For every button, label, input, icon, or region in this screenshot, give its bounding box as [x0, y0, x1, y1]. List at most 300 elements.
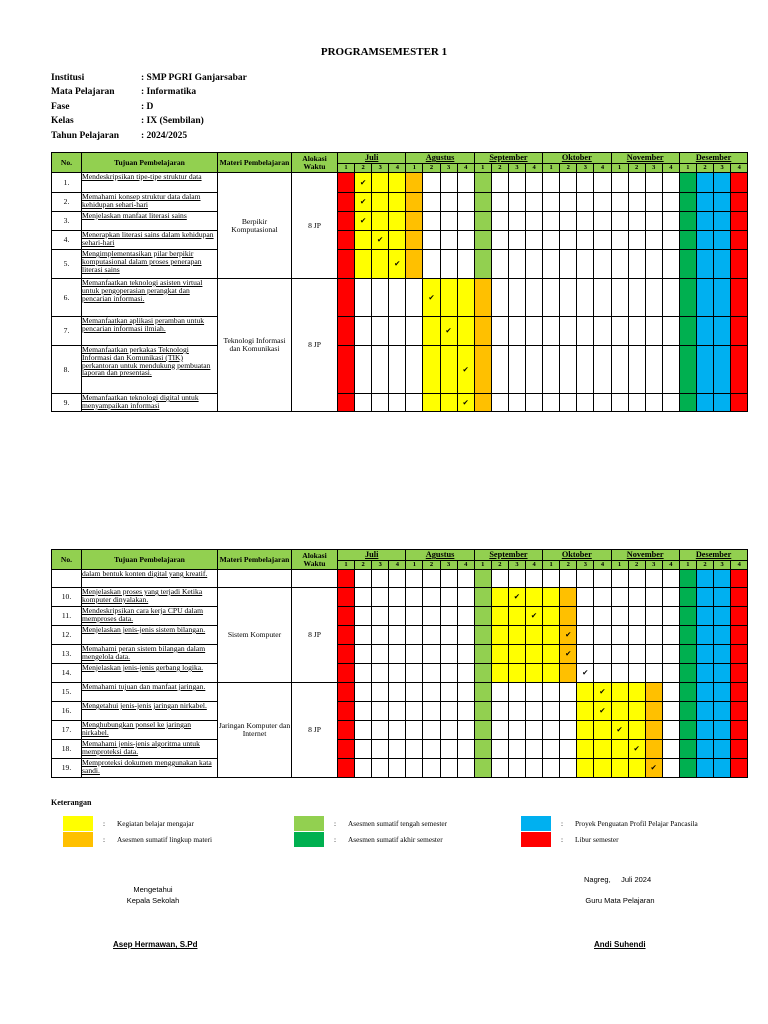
- week-cell: [560, 193, 577, 212]
- alokasi-cell: 8 JP: [292, 173, 338, 279]
- week-cell: [406, 317, 423, 346]
- left-signature-line1: Mengetahui: [133, 885, 173, 894]
- week-cell: [389, 231, 406, 250]
- check-icon: ✔: [462, 397, 469, 407]
- week-cell: [423, 279, 440, 317]
- week-cell: [611, 570, 628, 588]
- week-cell: [526, 740, 543, 759]
- week-cell: [389, 279, 406, 317]
- week-cell: [628, 607, 645, 626]
- week-cell: [594, 346, 611, 394]
- week-cell: [491, 645, 508, 664]
- week-cell: [508, 212, 525, 231]
- week-cell: [594, 317, 611, 346]
- learning-goal: Memanfaatkan teknologi digital untuk menyampaikan informasi: [82, 394, 218, 412]
- week-cell: [338, 250, 355, 279]
- header-week: 2: [628, 561, 645, 570]
- week-cell: [662, 394, 679, 412]
- week-cell: [474, 588, 491, 607]
- week-cell: [731, 193, 748, 212]
- week-cell: [491, 570, 508, 588]
- week-cell: [611, 212, 628, 231]
- week-cell: [714, 721, 731, 740]
- week-cell: [696, 721, 713, 740]
- week-cell: [508, 250, 525, 279]
- week-cell: [355, 346, 372, 394]
- row-number: 6.: [52, 279, 82, 317]
- week-cell: [406, 570, 423, 588]
- week-cell: [611, 588, 628, 607]
- week-cell: [406, 683, 423, 702]
- week-cell: [372, 588, 389, 607]
- week-cell: [423, 702, 440, 721]
- week-cell: [389, 570, 406, 588]
- header-week: 1: [406, 561, 423, 570]
- week-cell: [474, 759, 491, 778]
- check-icon: ✔: [394, 259, 401, 269]
- week-cell: [406, 740, 423, 759]
- week-cell: [594, 607, 611, 626]
- week-cell: [338, 193, 355, 212]
- table-row: [52, 173, 748, 193]
- learning-goal: Memahami konsep struktur data dalam kehidupan sehari-hari: [82, 193, 218, 212]
- week-cell: [543, 664, 560, 683]
- header-week: 1: [679, 164, 696, 173]
- week-cell: [338, 626, 355, 645]
- week-cell: [645, 626, 662, 645]
- week-cell: [491, 173, 508, 193]
- week-cell: [543, 231, 560, 250]
- week-cell: [577, 570, 594, 588]
- header-month: November: [611, 550, 679, 561]
- learning-goal: Memanfaatkan teknologi asisten virtual untuk pengoperasian perangkat dan pencarian informasi.: [82, 279, 218, 317]
- legend-swatch: [63, 832, 93, 847]
- week-cell: [440, 588, 457, 607]
- week-cell: [406, 721, 423, 740]
- week-cell: [611, 346, 628, 394]
- week-cell: [372, 626, 389, 645]
- info-label: Mata Pelajaran: [51, 87, 115, 98]
- week-cell: [679, 740, 696, 759]
- header-week: 2: [696, 561, 713, 570]
- alokasi-cell: 8 JP: [292, 683, 338, 778]
- week-cell: [696, 588, 713, 607]
- legend-label: Asesmen sumatif tengah semester: [348, 819, 448, 828]
- week-cell: [662, 759, 679, 778]
- week-cell: [731, 626, 748, 645]
- header-week: 2: [355, 561, 372, 570]
- info-value: : Informatika: [141, 87, 197, 98]
- header-week: 1: [474, 164, 491, 173]
- week-cell: [594, 173, 611, 193]
- week-cell: [372, 570, 389, 588]
- week-cell: [389, 193, 406, 212]
- week-cell: [662, 683, 679, 702]
- week-cell: [560, 212, 577, 231]
- info-value: : SMP PGRI Ganjarsabar: [141, 73, 247, 83]
- week-cell: [731, 231, 748, 250]
- header-week: 1: [543, 561, 560, 570]
- week-cell: [611, 664, 628, 683]
- check-icon: ✔: [616, 725, 623, 735]
- week-cell: [474, 231, 491, 250]
- header-week: 2: [560, 561, 577, 570]
- week-cell: [577, 721, 594, 740]
- week-cell: [508, 173, 525, 193]
- week-cell: [355, 702, 372, 721]
- learning-goal: dalam bentuk konten digital yang kreatif.: [82, 570, 218, 588]
- week-cell: [406, 173, 423, 193]
- week-cell: [543, 570, 560, 588]
- week-cell: [389, 394, 406, 412]
- week-cell: [594, 626, 611, 645]
- week-cell: [714, 588, 731, 607]
- week-cell: [508, 607, 525, 626]
- week-cell: [628, 721, 645, 740]
- week-cell: [474, 394, 491, 412]
- week-cell: [696, 607, 713, 626]
- table-row: [52, 759, 748, 778]
- header-week: 4: [457, 164, 474, 173]
- check-icon: ✔: [599, 687, 606, 697]
- materi-cell: Berpikir Komputasional: [218, 173, 292, 279]
- legend-item: : Asesmen sumatif lingkup materi: [63, 832, 212, 847]
- row-number: 12.: [52, 626, 82, 645]
- week-cell: [423, 740, 440, 759]
- week-cell: [406, 702, 423, 721]
- week-cell: [423, 759, 440, 778]
- week-cell: [491, 279, 508, 317]
- week-cell: [577, 759, 594, 778]
- info-label: Institusi: [51, 73, 85, 83]
- week-cell: [696, 702, 713, 721]
- week-cell: [457, 570, 474, 588]
- header-month: Juli: [338, 153, 406, 164]
- week-cell: [440, 759, 457, 778]
- week-cell: [457, 346, 474, 394]
- week-cell: [662, 645, 679, 664]
- header-materi: Materi Pembelajaran: [218, 153, 292, 173]
- week-cell: [696, 193, 713, 212]
- week-cell: [491, 250, 508, 279]
- week-cell: [577, 702, 594, 721]
- week-cell: [474, 173, 491, 193]
- week-cell: [526, 645, 543, 664]
- table-row: [52, 740, 748, 759]
- week-cell: [679, 721, 696, 740]
- week-cell: [423, 626, 440, 645]
- week-cell: [355, 721, 372, 740]
- week-cell: [423, 250, 440, 279]
- week-cell: [594, 702, 611, 721]
- week-cell: [355, 683, 372, 702]
- week-cell: [611, 607, 628, 626]
- week-cell: [526, 664, 543, 683]
- table-row: [52, 250, 748, 279]
- week-cell: [577, 683, 594, 702]
- week-cell: [543, 317, 560, 346]
- header-week: 4: [662, 561, 679, 570]
- header-week: 3: [440, 164, 457, 173]
- week-cell: [714, 740, 731, 759]
- check-icon: ✔: [565, 630, 572, 640]
- week-cell: [662, 588, 679, 607]
- week-cell: [491, 346, 508, 394]
- alokasi-cell: 8 JP: [292, 279, 338, 412]
- info-label: Tahun Pelajaran: [51, 130, 120, 141]
- week-cell: [560, 346, 577, 394]
- week-cell: [389, 702, 406, 721]
- week-cell: [714, 193, 731, 212]
- week-cell: [526, 212, 543, 231]
- week-cell: [355, 759, 372, 778]
- week-cell: [457, 394, 474, 412]
- header-week: 2: [491, 561, 508, 570]
- week-cell: [543, 279, 560, 317]
- week-cell: [423, 394, 440, 412]
- week-cell: [508, 193, 525, 212]
- week-cell: [560, 394, 577, 412]
- week-cell: [338, 279, 355, 317]
- week-cell: [440, 231, 457, 250]
- week-cell: [594, 279, 611, 317]
- info-value: : D: [141, 101, 154, 112]
- week-cell: [714, 664, 731, 683]
- week-cell: [440, 346, 457, 394]
- info-label: Fase: [51, 101, 70, 112]
- week-cell: [526, 570, 543, 588]
- week-cell: [662, 231, 679, 250]
- week-cell: [372, 231, 389, 250]
- week-cell: [491, 683, 508, 702]
- week-cell: [338, 173, 355, 193]
- week-cell: [338, 394, 355, 412]
- week-cell: [628, 759, 645, 778]
- header-week: 1: [338, 561, 355, 570]
- week-cell: [508, 394, 525, 412]
- week-cell: [560, 317, 577, 346]
- legend-label: Asesmen sumatif akhir semester: [348, 835, 443, 844]
- week-cell: [628, 231, 645, 250]
- week-cell: [457, 212, 474, 231]
- week-cell: [696, 317, 713, 346]
- learning-goal: Menjelaskan jenis-jenis sistem bilangan.: [82, 626, 218, 645]
- week-cell: [696, 394, 713, 412]
- legend-label: Kegiatan belajar mengajar: [117, 819, 194, 828]
- week-cell: [628, 317, 645, 346]
- week-cell: [440, 193, 457, 212]
- week-cell: [508, 570, 525, 588]
- check-icon: ✔: [359, 177, 367, 187]
- week-cell: [526, 588, 543, 607]
- week-cell: [679, 173, 696, 193]
- week-cell: [406, 588, 423, 607]
- header-week: 2: [355, 164, 372, 173]
- week-cell: [457, 231, 474, 250]
- week-cell: [338, 231, 355, 250]
- week-cell: [423, 683, 440, 702]
- materi-cell: [218, 570, 292, 588]
- legend-item: : Asesmen sumatif tengah semester: [294, 816, 447, 831]
- week-cell: [474, 193, 491, 212]
- week-cell: [645, 740, 662, 759]
- header-materi: Materi Pembelajaran: [218, 550, 292, 570]
- week-cell: [628, 664, 645, 683]
- week-cell: [560, 231, 577, 250]
- week-cell: [577, 212, 594, 231]
- week-cell: [645, 317, 662, 346]
- week-cell: [594, 231, 611, 250]
- week-cell: [355, 173, 372, 193]
- row-number: 3.: [52, 212, 82, 231]
- week-cell: [508, 683, 525, 702]
- week-cell: [491, 212, 508, 231]
- week-cell: [696, 346, 713, 394]
- week-cell: [355, 607, 372, 626]
- week-cell: [628, 173, 645, 193]
- week-cell: [714, 250, 731, 279]
- week-cell: [406, 759, 423, 778]
- week-cell: [389, 740, 406, 759]
- week-cell: [628, 740, 645, 759]
- week-cell: [338, 588, 355, 607]
- learning-goal: Menjelaskan manfaat literasi sains: [82, 212, 218, 231]
- week-cell: [474, 664, 491, 683]
- learning-goal: Menghubungkan ponsel ke jaringan nirkabel.: [82, 721, 218, 740]
- header-week: 3: [577, 164, 594, 173]
- header-month: September: [474, 550, 542, 561]
- week-cell: [526, 721, 543, 740]
- week-cell: [577, 607, 594, 626]
- header-month: Agustus: [406, 550, 474, 561]
- week-cell: [406, 279, 423, 317]
- week-cell: [355, 231, 372, 250]
- week-cell: [508, 759, 525, 778]
- week-cell: [389, 645, 406, 664]
- week-cell: [406, 607, 423, 626]
- week-cell: [696, 279, 713, 317]
- week-cell: [731, 607, 748, 626]
- week-cell: [543, 588, 560, 607]
- week-cell: [714, 231, 731, 250]
- learning-goal: Menerapkan literasi sains dalam kehidupan sehari-hari: [82, 231, 218, 250]
- week-cell: [355, 279, 372, 317]
- week-cell: [474, 702, 491, 721]
- week-cell: [543, 759, 560, 778]
- week-cell: [611, 250, 628, 279]
- week-cell: [679, 683, 696, 702]
- legend-item: : Proyek Penguatan Profil Pelajar Pancasila: [521, 816, 698, 831]
- week-cell: [457, 193, 474, 212]
- table-row: [52, 394, 748, 412]
- week-cell: [338, 346, 355, 394]
- week-cell: [594, 664, 611, 683]
- table-row: [52, 212, 748, 231]
- week-cell: [491, 588, 508, 607]
- materi-cell: Teknologi Informasi dan Komunikasi: [218, 279, 292, 412]
- week-cell: [355, 250, 372, 279]
- week-cell: [560, 683, 577, 702]
- table-row: [52, 702, 748, 721]
- week-cell: [662, 173, 679, 193]
- left-signature-line2: Kepala Sekolah: [126, 896, 180, 905]
- legend-item: : Kegiatan belajar mengajar: [63, 816, 194, 831]
- week-cell: [491, 740, 508, 759]
- week-cell: [543, 212, 560, 231]
- week-cell: [389, 250, 406, 279]
- week-cell: [474, 683, 491, 702]
- week-cell: [389, 664, 406, 683]
- week-cell: [406, 645, 423, 664]
- week-cell: [645, 173, 662, 193]
- week-cell: [474, 317, 491, 346]
- week-cell: [355, 212, 372, 231]
- week-cell: [696, 250, 713, 279]
- week-cell: [526, 394, 543, 412]
- week-cell: [543, 394, 560, 412]
- week-cell: [406, 193, 423, 212]
- week-cell: [628, 394, 645, 412]
- week-cell: [508, 588, 525, 607]
- week-cell: [355, 193, 372, 212]
- header-alokasi: Alokasi Waktu: [292, 550, 338, 570]
- week-cell: [577, 645, 594, 664]
- week-cell: [508, 645, 525, 664]
- week-cell: [611, 626, 628, 645]
- week-cell: [714, 626, 731, 645]
- week-cell: [355, 740, 372, 759]
- week-cell: [440, 212, 457, 231]
- week-cell: [696, 645, 713, 664]
- week-cell: [508, 231, 525, 250]
- week-cell: [594, 645, 611, 664]
- week-cell: [372, 394, 389, 412]
- check-icon: ✔: [462, 364, 469, 374]
- week-cell: [526, 759, 543, 778]
- header-month: Desember: [679, 550, 747, 561]
- week-cell: [611, 702, 628, 721]
- week-cell: [611, 740, 628, 759]
- week-cell: [696, 173, 713, 193]
- week-cell: [679, 317, 696, 346]
- week-cell: [731, 250, 748, 279]
- materi-cell: Sistem Komputer: [218, 588, 292, 683]
- week-cell: [457, 645, 474, 664]
- legend-title: Keterangan: [51, 798, 92, 807]
- week-cell: [543, 626, 560, 645]
- legend-item: : Asesmen sumatif akhir semester: [294, 832, 443, 847]
- week-cell: [389, 346, 406, 394]
- week-cell: [526, 626, 543, 645]
- header-week: 4: [731, 561, 748, 570]
- legend-item: : Libur semester: [521, 832, 619, 847]
- week-cell: [662, 346, 679, 394]
- week-cell: [338, 683, 355, 702]
- row-number: 14.: [52, 664, 82, 683]
- week-cell: [611, 721, 628, 740]
- info-label: Kelas: [51, 116, 74, 127]
- week-cell: [645, 588, 662, 607]
- week-cell: [389, 721, 406, 740]
- header-week: 2: [423, 164, 440, 173]
- header-month: September: [474, 153, 542, 164]
- week-cell: [372, 721, 389, 740]
- week-cell: [543, 740, 560, 759]
- week-cell: [372, 702, 389, 721]
- header-tujuan: Tujuan Pembelajaran: [82, 550, 218, 570]
- check-icon: ✔: [633, 744, 640, 754]
- week-cell: [577, 231, 594, 250]
